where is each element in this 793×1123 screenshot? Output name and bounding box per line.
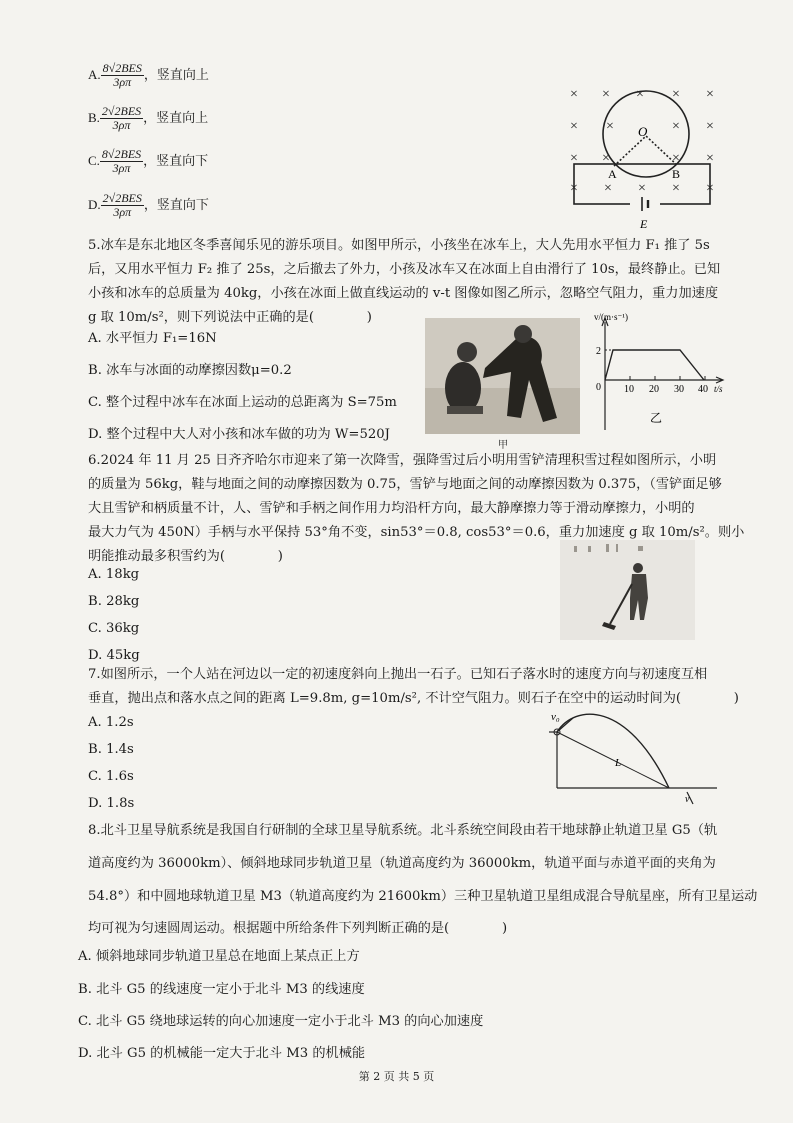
cross-mark: ×: [570, 119, 578, 134]
cross-mark: ×: [636, 87, 644, 102]
q7-option-c: C. 1.6s: [88, 769, 134, 784]
snow-background: [560, 540, 695, 640]
trajectory: [557, 714, 669, 788]
cross-mark: ×: [602, 151, 610, 166]
q5-option-c: C. 整个过程中冰车在冰面上运动的总距离为 S=75m: [88, 395, 397, 410]
point-b-label: B: [672, 167, 681, 181]
y-tick-label: 2: [596, 346, 601, 357]
q8-line: 均可视为匀速圆周运动。根据题中所给条件下列判断正确的是( ): [88, 921, 508, 936]
q5-vt-chart: [590, 312, 730, 442]
x-tick-label: 10: [624, 384, 634, 395]
emf-label: E: [640, 217, 648, 231]
battery-gap: [630, 198, 660, 210]
q4-option-b: [88, 105, 208, 132]
denominator: 3ρπ: [112, 161, 131, 175]
fraction: [101, 192, 144, 219]
q6-line: 6.2024 年 11 月 25 日齐齐哈尔市迎来了第一次降雪，强降雪过后小明用雪铲清理积雪过程如图所示，小明: [88, 453, 717, 468]
fraction: [100, 148, 143, 175]
field-crosses: [570, 87, 714, 196]
q5-line: 5.冰车是东北地区冬季喜闻乐见的游乐项目。如图甲所示，小孩坐在冰车上，大人先用水平恒力 F₁ 推了 5s: [88, 238, 710, 253]
numerator: 2√2BES: [102, 191, 142, 205]
chart-ylabel: v/(m·s⁻¹): [594, 312, 628, 322]
q8-option-c: C. 北斗 G5 绕地球运转的向心加速度一定小于北斗 M3 的向心加速度: [78, 1014, 484, 1029]
x-tick-label: 30: [674, 384, 684, 395]
q7-option-a: A. 1.2s: [88, 715, 134, 730]
q5-photo-ice-sled: [425, 318, 580, 434]
direction: ，竖直向下: [143, 198, 209, 213]
q7-line: 7.如图所示，一个人站在河边以一定的初速度斜向上抛出一石子。已知石子落水时的速度方向与初速度互相: [88, 667, 708, 682]
fraction: [100, 105, 143, 132]
denominator: 3ρπ: [113, 205, 132, 219]
point-a-label: A: [608, 167, 617, 181]
direction: ，竖直向下: [143, 154, 209, 169]
numerator: 2√2BES: [101, 104, 142, 118]
adult-head: [514, 325, 532, 343]
x-tick-label: 40: [698, 384, 708, 395]
denominator: 3ρπ: [112, 118, 131, 132]
chart-caption-yi: 乙: [650, 411, 663, 425]
photo-caption-jia: 甲: [498, 440, 508, 451]
q5-line: 小孩和冰车的总质量为 40kg，小孩在冰面上做直线运动的 v-t 图像如图乙所示，忽略空气阻力，重力加速度: [88, 286, 719, 301]
q8-line: 8.北斗卫星导航系统是我国自行研制的全球卫星导航系统。北斗系统空间段由若干地球静止轨道卫星 G5（轨: [88, 823, 718, 838]
q5-option-d: D. 整个过程中大人对小孩和冰车做的功为 W=520J: [88, 427, 390, 442]
q8-option-a: A. 倾斜地球同步轨道卫星总在地面上某点正上方: [78, 949, 360, 964]
q4-circuit-figure: [560, 78, 730, 238]
option-letter: D.: [88, 197, 101, 212]
cross-mark: ×: [706, 181, 714, 196]
q6-line: 大且雪铲和柄质量不计，人、雪铲和手柄之间作用力均沿杆方向，最大静摩擦力等于滑动摩擦力，小明的: [88, 501, 695, 516]
q8-line: 道高度约为 36000km）、倾斜地球同步轨道卫星（轨道高度约为 36000km，轨道平面与赤道平面的夹角为: [88, 856, 716, 871]
q4-option-c: [88, 148, 208, 175]
cross-mark: ×: [672, 119, 680, 134]
cross-mark: ×: [604, 181, 612, 196]
q4-option-d: [88, 192, 209, 219]
L-label: L: [615, 757, 622, 769]
q5-option-b: B. 冰车与冰面的动摩擦因数μ=0.2: [88, 363, 292, 378]
q8-option-d: D. 北斗 G5 的机械能一定大于北斗 M3 的机械能: [78, 1046, 366, 1061]
cross-mark: ×: [570, 181, 578, 196]
v-label: v: [685, 794, 690, 805]
page-footer: 第 2 页 共 5 页: [358, 1070, 435, 1083]
q6-option-a: A. 18kg: [88, 567, 140, 582]
q6-line: 最大力气为 450N）手柄与水平保持 53°角不变，sin53°＝0.8, cos53°＝0.6，重力加速度 g 取 10m/s²。则小: [88, 525, 745, 540]
chart-xlabel: t/s: [714, 384, 723, 394]
child-head: [457, 342, 477, 362]
vt-line: [605, 350, 704, 380]
q8-line: 54.8°）和中圆地球轨道卫星 M3（轨道高度约为 21600km）三种卫星轨道卫星组成混合导航星座，所有卫星运动: [88, 889, 758, 904]
q4-option-a: [88, 62, 209, 89]
sled: [447, 406, 483, 414]
x-tick-marks: [630, 376, 705, 380]
direction: ，竖直向上: [143, 68, 209, 83]
cross-mark: ×: [672, 151, 680, 166]
cross-mark: ×: [706, 151, 714, 166]
option-letter: C.: [88, 153, 100, 168]
q6-line: 的质量为 56kg，鞋与地面之间的动摩擦因数为 0.75，雪铲与地面之间的动摩擦因数为 0.375，（雪铲面足够: [88, 477, 722, 492]
cross-mark: ×: [672, 181, 680, 196]
direction: ，竖直向上: [143, 111, 209, 126]
cross-mark: ×: [706, 119, 714, 134]
q6-photo-snow-shovel: [560, 540, 695, 640]
q7-option-d: D. 1.8s: [88, 796, 135, 811]
q7-line: 垂直，抛出点和落水点之间的距离 L=9.8m, g=10m/s², 不计空气阻力。则石子在空中的运动时间为( ): [88, 691, 739, 706]
fraction: [101, 62, 144, 89]
q5-line: g 取 10m/s²，则下列说法中正确的是( ): [88, 310, 372, 325]
option-letter: B.: [88, 110, 100, 125]
origin-label: 0: [596, 382, 601, 393]
q6-option-b: B. 28kg: [88, 594, 140, 609]
q7-option-b: B. 1.4s: [88, 742, 134, 757]
q6-line: 明能推动最多积雪约为( ): [88, 549, 283, 564]
q6-option-c: C. 36kg: [88, 621, 140, 636]
radius-segments: [614, 136, 678, 166]
displacement-L: [557, 732, 669, 788]
cross-mark: ×: [638, 181, 646, 196]
q5-line: 后，又用水平恒力 F₂ 推了 25s，之后撤去了外力，小孩及冰车又在冰面上自由滑行了 10s，最终静止。已知: [88, 262, 721, 277]
option-letter: A.: [88, 67, 101, 82]
person-head: [633, 563, 643, 573]
numerator: 8√2BES: [101, 147, 142, 161]
cross-mark: ×: [706, 87, 714, 102]
q7-projectile-figure: [535, 706, 725, 812]
denominator: 3ρπ: [113, 75, 132, 89]
q5-option-a: A. 水平恒力 F₁=16N: [88, 331, 217, 346]
q8-option-b: B. 北斗 G5 的线速度一定小于北斗 M3 的线速度: [78, 982, 365, 997]
cross-mark: ×: [602, 87, 610, 102]
x-tick-label: 20: [649, 384, 659, 395]
cross-mark: ×: [606, 119, 614, 134]
center-label: O: [638, 124, 648, 139]
cross-mark: ×: [672, 87, 680, 102]
cross-mark: ×: [570, 87, 578, 102]
numerator: 8√2BES: [102, 61, 142, 75]
q6-option-d: D. 45kg: [88, 648, 140, 663]
v0-label: v₀: [551, 711, 560, 723]
cross-mark: ×: [570, 151, 578, 166]
